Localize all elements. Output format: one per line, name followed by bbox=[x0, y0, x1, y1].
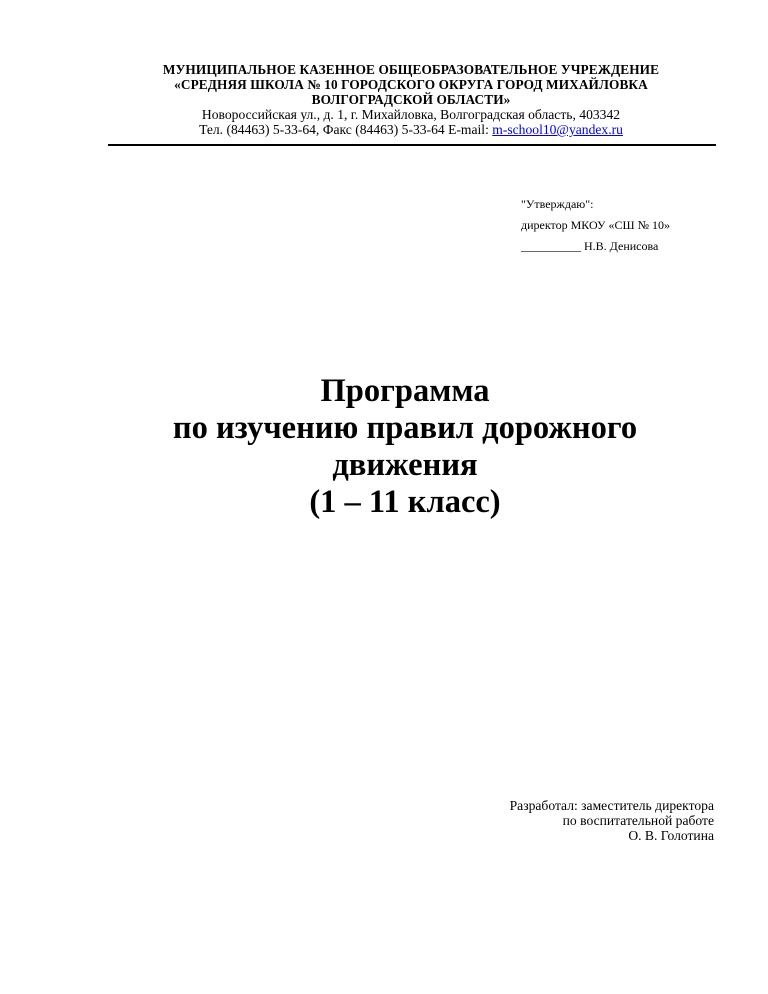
author-block bbox=[510, 798, 714, 843]
author-line-2: по воспитательной работе bbox=[562, 813, 714, 828]
school-header bbox=[108, 62, 714, 137]
header-line-3: ВОЛГОГРАДСКОЙ ОБЛАСТИ» bbox=[311, 92, 511, 107]
document-title bbox=[100, 373, 710, 521]
approval-line-2: директор МКОУ «СШ № 10» bbox=[521, 218, 671, 232]
author-line-1: Разработал: заместитель директора bbox=[509, 798, 714, 813]
author-line-3: О. В. Голотина bbox=[628, 828, 714, 843]
approval-block bbox=[521, 198, 670, 261]
email-link[interactable]: m-school10@yandex.ru bbox=[492, 122, 623, 137]
approval-line-1: "Утверждаю": bbox=[521, 197, 594, 211]
header-address: Новороссийская ул., д. 1, г. Михайловка, Волгоградская область, 403342 bbox=[201, 107, 621, 122]
title-line-1: Программа bbox=[320, 373, 490, 409]
title-line-3: движения bbox=[332, 447, 478, 483]
title-line-4: (1 – 11 класс) bbox=[309, 484, 501, 520]
header-line-2: «СРЕДНЯЯ ШКОЛА № 10 ГОРОДСКОГО ОКРУГА ГОРОД МИХАЙЛОВКА bbox=[174, 77, 648, 92]
approval-line-3: __________ Н.В. Денисова bbox=[521, 239, 659, 253]
header-contacts bbox=[108, 122, 714, 137]
title-line-2: по изучению правил дорожного bbox=[172, 410, 638, 446]
contacts-text: Тел. (84463) 5-33-64, Факс (84463) 5-33-64 E-mail: bbox=[199, 122, 493, 137]
header-divider bbox=[108, 144, 716, 146]
header-line-1: МУНИЦИПАЛЬНОЕ КАЗЕННОЕ ОБЩЕОБРАЗОВАТЕЛЬНОЕ УЧРЕЖДЕНИЕ bbox=[162, 62, 660, 77]
